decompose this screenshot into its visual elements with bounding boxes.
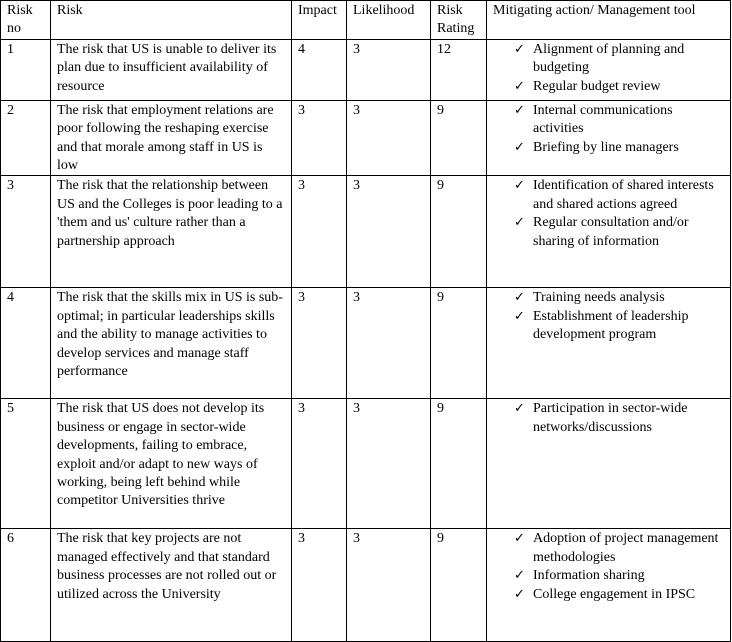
likelihood-cell: 3: [347, 176, 431, 288]
mitigating-actions-cell: [487, 288, 731, 399]
table-row: [1, 176, 731, 288]
mitigating-actions-list: [493, 102, 724, 157]
mitigating-actions-cell: [487, 529, 731, 642]
mitigating-actions-cell: [487, 39, 731, 100]
mitigating-actions-list: [493, 530, 724, 604]
impact-cell: 3: [292, 399, 347, 529]
header-mitigating-action: Mitigating action/ Management tool: [487, 1, 731, 40]
action-text: Briefing by line managers: [533, 139, 679, 155]
action-text: Regular consultation and/or sharing of information: [533, 215, 689, 249]
risk-number-cell: 1: [1, 39, 51, 100]
risk-description-cell: The risk that key projects are not managed effectively and that standard business processes are not rolled out or utilized across the University: [51, 529, 292, 642]
list-item: [493, 139, 724, 157]
checkmark-icon: ✓: [514, 290, 525, 306]
risk-description-cell: The risk that US is unable to deliver its plan due to insufficient availability of resource: [51, 39, 292, 100]
checkmark-icon: ✓: [514, 215, 525, 231]
list-item: [493, 102, 724, 139]
action-text: College engagement in IPSC: [533, 586, 696, 602]
header-risk-no: Risk no: [1, 1, 51, 40]
table-row: [1, 100, 731, 176]
risk-rating-cell: 9: [431, 176, 487, 288]
checkmark-icon: ✓: [514, 568, 525, 584]
risk-number-cell: 6: [1, 529, 51, 642]
table-row: [1, 288, 731, 399]
risk-number-cell: 3: [1, 176, 51, 288]
action-text: Regular budget review: [533, 78, 661, 94]
impact-cell: 3: [292, 100, 347, 176]
table-body: [1, 39, 731, 642]
risk-number-cell: 5: [1, 399, 51, 529]
mitigating-actions-cell: [487, 100, 731, 176]
likelihood-cell: 3: [347, 288, 431, 399]
mitigating-actions-list: [493, 400, 724, 437]
list-item: [493, 567, 724, 585]
checkmark-icon: ✓: [514, 78, 525, 94]
risk-rating-cell: 9: [431, 288, 487, 399]
checkmark-icon: ✓: [514, 401, 525, 417]
mitigating-actions-list: [493, 289, 724, 344]
header-risk-rating: Risk Rating: [431, 1, 487, 40]
list-item: [493, 308, 724, 345]
checkmark-icon: ✓: [514, 531, 525, 547]
checkmark-icon: ✓: [514, 308, 525, 324]
mitigating-actions-cell: [487, 399, 731, 529]
risk-rating-cell: 9: [431, 399, 487, 529]
risk-description-cell: The risk that the relationship between US and the Colleges is poor leading to a 'them and us' culture rather than a partnership approach: [51, 176, 292, 288]
header-risk: Risk: [51, 1, 292, 40]
list-item: [493, 214, 724, 251]
risk-rating-cell: 12: [431, 39, 487, 100]
action-text: Establishment of leadership development program: [533, 308, 689, 343]
risk-number-cell: 2: [1, 100, 51, 176]
table-row: [1, 399, 731, 529]
risk-rating-cell: 9: [431, 100, 487, 176]
mitigating-actions-list: [493, 41, 724, 96]
impact-cell: 3: [292, 288, 347, 399]
list-item: [493, 586, 724, 604]
risk-description-cell: The risk that US does not develop its business or engage in sector-wide developments, failing to embrace, exploit and/or adapt to new ways of working, being left behind while competitor Universities thrive: [51, 399, 292, 529]
action-text: Information sharing: [533, 568, 645, 584]
header-row: [1, 1, 731, 40]
risk-description-cell: The risk that the skills mix in US is sub-optimal; in particular leaderships skills and the ability to manage activities to develop services and manage staff performance: [51, 288, 292, 399]
header-impact: Impact: [292, 1, 347, 40]
likelihood-cell: 3: [347, 529, 431, 642]
list-item: [493, 530, 724, 567]
risk-number-cell: 4: [1, 288, 51, 399]
table-row: [1, 39, 731, 100]
likelihood-cell: 3: [347, 100, 431, 176]
likelihood-cell: 3: [347, 39, 431, 100]
checkmark-icon: ✓: [514, 586, 525, 602]
list-item: [493, 177, 724, 214]
risk-description-cell: The risk that employment relations are poor following the reshaping exercise and that morale among staff in US is low: [51, 100, 292, 176]
checkmark-icon: ✓: [514, 102, 525, 118]
list-item: [493, 289, 724, 307]
list-item: [493, 400, 724, 437]
table-row: [1, 529, 731, 642]
impact-cell: 3: [292, 529, 347, 642]
action-text: Internal communications activities: [533, 102, 673, 137]
mitigating-actions-cell: [487, 176, 731, 288]
action-text: Training needs analysis: [533, 290, 665, 306]
impact-cell: 3: [292, 176, 347, 288]
mitigating-actions-list: [493, 177, 724, 251]
action-text: Alignment of planning and budgeting: [533, 41, 685, 76]
list-item: [493, 41, 724, 78]
list-item: [493, 78, 724, 96]
likelihood-cell: 3: [347, 399, 431, 529]
checkmark-icon: ✓: [514, 41, 525, 57]
checkmark-icon: ✓: [514, 139, 525, 155]
action-text: Adoption of project management methodologies: [533, 531, 719, 565]
action-text: Participation in sector-wide networks/discussions: [533, 401, 688, 435]
risk-rating-cell: 9: [431, 529, 487, 642]
header-likelihood: Likelihood: [347, 1, 431, 40]
impact-cell: 4: [292, 39, 347, 100]
checkmark-icon: ✓: [514, 178, 525, 194]
action-text: Identification of shared interests and shared actions agreed: [533, 178, 714, 212]
